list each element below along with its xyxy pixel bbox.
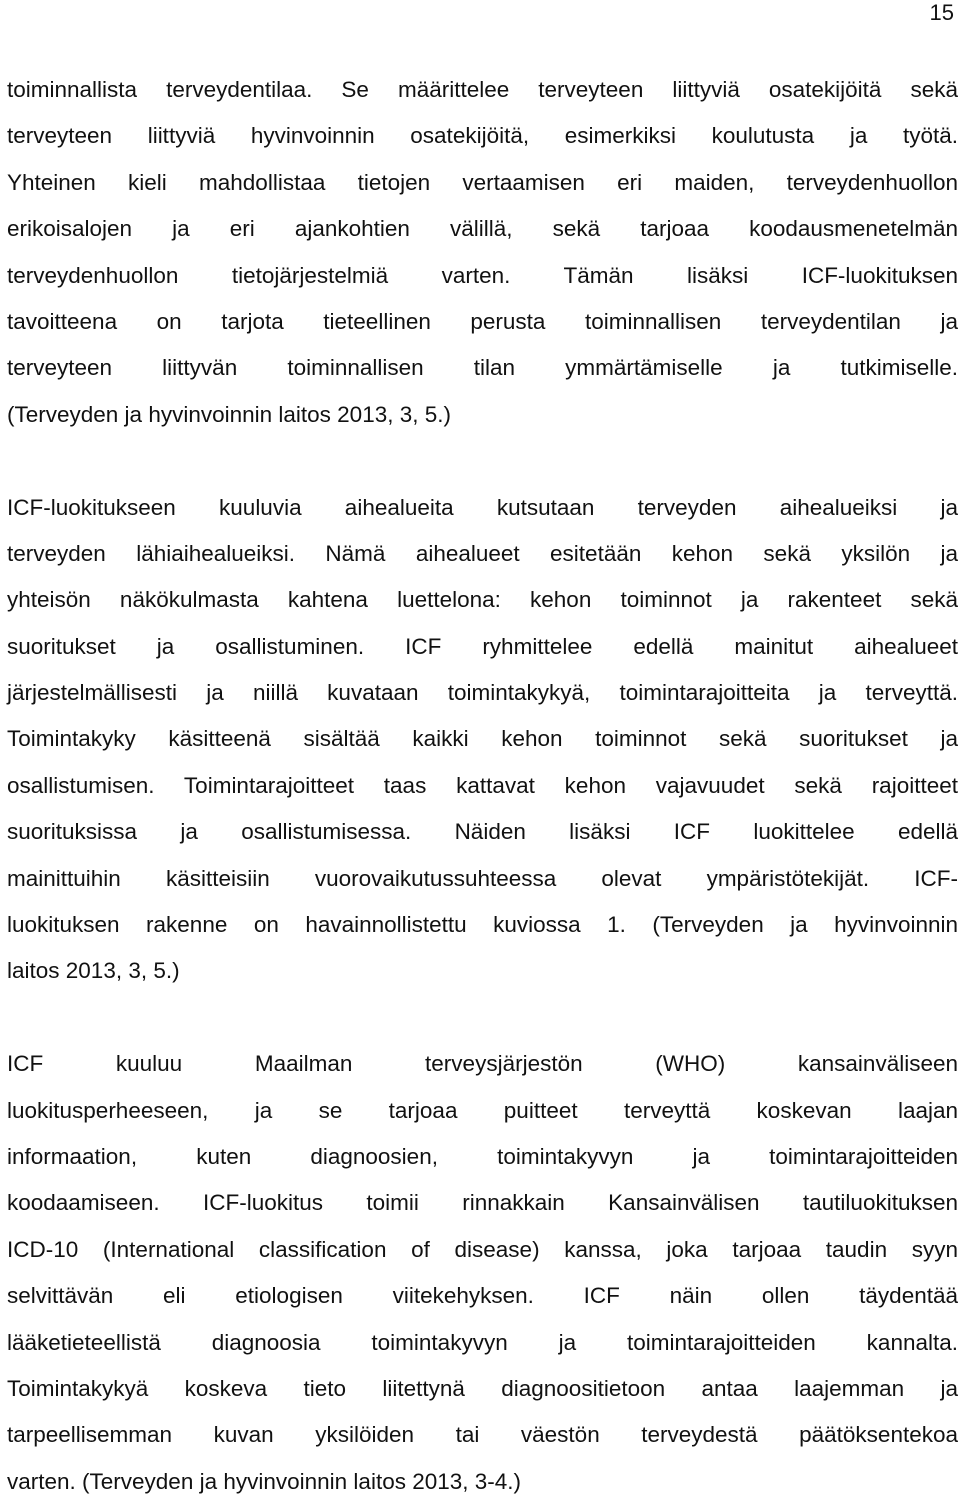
text-line: terveydenhuollon tietojärjestelmiä varten. Tämän lisäksi ICF-luokituksen <box>7 262 958 288</box>
text-line: järjestelmällisesti ja niillä kuvataan toimintakykyä, toimintarajoitteita ja terveyttä. <box>7 680 958 706</box>
paragraph-3 <box>7 1041 958 1505</box>
text-line: koodaamiseen. ICF-luokitus toimii rinnakkain Kansainvälisen tautiluokituksen <box>7 1190 958 1216</box>
text-line: ICF-luokitukseen kuuluvia aihealueita kutsutaan terveyden aihealueiksi ja <box>7 494 958 520</box>
paragraph-1 <box>7 67 958 438</box>
text-line: terveyteen liittyvän toiminnallisen tilan ymmärtämiselle ja tutkimiselle. <box>7 355 958 381</box>
text-line: suoritukset ja osallistuminen. ICF ryhmittelee edellä mainitut aihealueet <box>7 633 958 659</box>
paragraph-2 <box>7 485 958 995</box>
text-line: osallistumisen. Toimintarajoitteet taas kattavat kehon vajavuudet sekä rajoitteet <box>7 772 958 798</box>
text-line: lääketieteellistä diagnoosia toimintakyvyn ja toimintarajoitteiden kannalta. <box>7 1329 958 1355</box>
text-line: toiminnallista terveydentilaa. Se määrittelee terveyteen liittyviä osatekijöitä sekä <box>7 77 958 102</box>
text-line: luokituksen rakenne on havainnollistettu kuviossa 1. (Terveyden ja hyvinvoinnin <box>7 912 958 938</box>
page-number: 15 <box>929 0 954 25</box>
text-line: yhteisön näkökulmasta kahtena luettelona: kehon toiminnot ja rakenteet sekä <box>7 587 958 613</box>
text-line: selvittävän eli etiologisen viitekehyksen. ICF näin ollen täydentää <box>7 1283 958 1309</box>
text-line: Yhteinen kieli mahdollistaa tietojen vertaamisen eri maiden, terveydenhuollon <box>7 169 958 195</box>
text-line: Toimintakyky käsitteenä sisältää kaikki kehon toiminnot sekä suoritukset ja <box>7 726 958 752</box>
text-line: terveyden lähiaihealueiksi. Nämä aihealueet esitetään kehon sekä yksilön ja <box>7 540 958 566</box>
text-line: informaation, kuten diagnoosien, toimintakyvyn ja toimintarajoitteiden <box>7 1143 958 1169</box>
text-line: tavoitteena on tarjota tieteellinen perusta toiminnallisen terveydentilan ja <box>7 308 958 334</box>
text-line: varten. (Terveyden ja hyvinvoinnin laitos 2013, 3-4.) <box>7 1468 522 1494</box>
text-line: (Terveyden ja hyvinvoinnin laitos 2013, 3, 5.) <box>7 401 452 427</box>
text-line: Toimintakykyä koskeva tieto liitettynä diagnoositietoon antaa laajemman ja <box>7 1375 958 1401</box>
text-line: erikoisalojen ja eri ajankohtien välillä, sekä tarjoaa koodausmenetelmän <box>7 216 958 242</box>
text-line: luokitusperheeseen, ja se tarjoaa puitteet terveyttä koskevan laajan <box>7 1097 958 1123</box>
paragraph-spacer <box>7 995 958 1041</box>
text-line: mainittuihin käsitteisiin vuorovaikutussuhteessa olevat ympäristötekijät. ICF- <box>7 865 958 891</box>
text-line: laitos 2013, 3, 5.) <box>7 958 180 984</box>
text-line: terveyteen liittyviä hyvinvoinnin osatekijöitä, esimerkiksi koulutusta ja työtä. <box>7 123 958 149</box>
text-line: tarpeellisemman kuvan yksilöiden tai väestön terveydestä päätöksentekoa <box>7 1422 958 1448</box>
text-line: ICD-10 (International classification of disease) kanssa, joka tarjoaa taudin syyn <box>7 1236 958 1262</box>
paragraph-spacer <box>7 438 958 484</box>
text-line: suorituksissa ja osallistumisessa. Näiden lisäksi ICF luokittelee edellä <box>7 819 958 845</box>
document-body <box>7 67 958 1505</box>
text-line: ICF kuuluu Maailman terveysjärjestön (WHO) kansainväliseen <box>7 1051 958 1077</box>
